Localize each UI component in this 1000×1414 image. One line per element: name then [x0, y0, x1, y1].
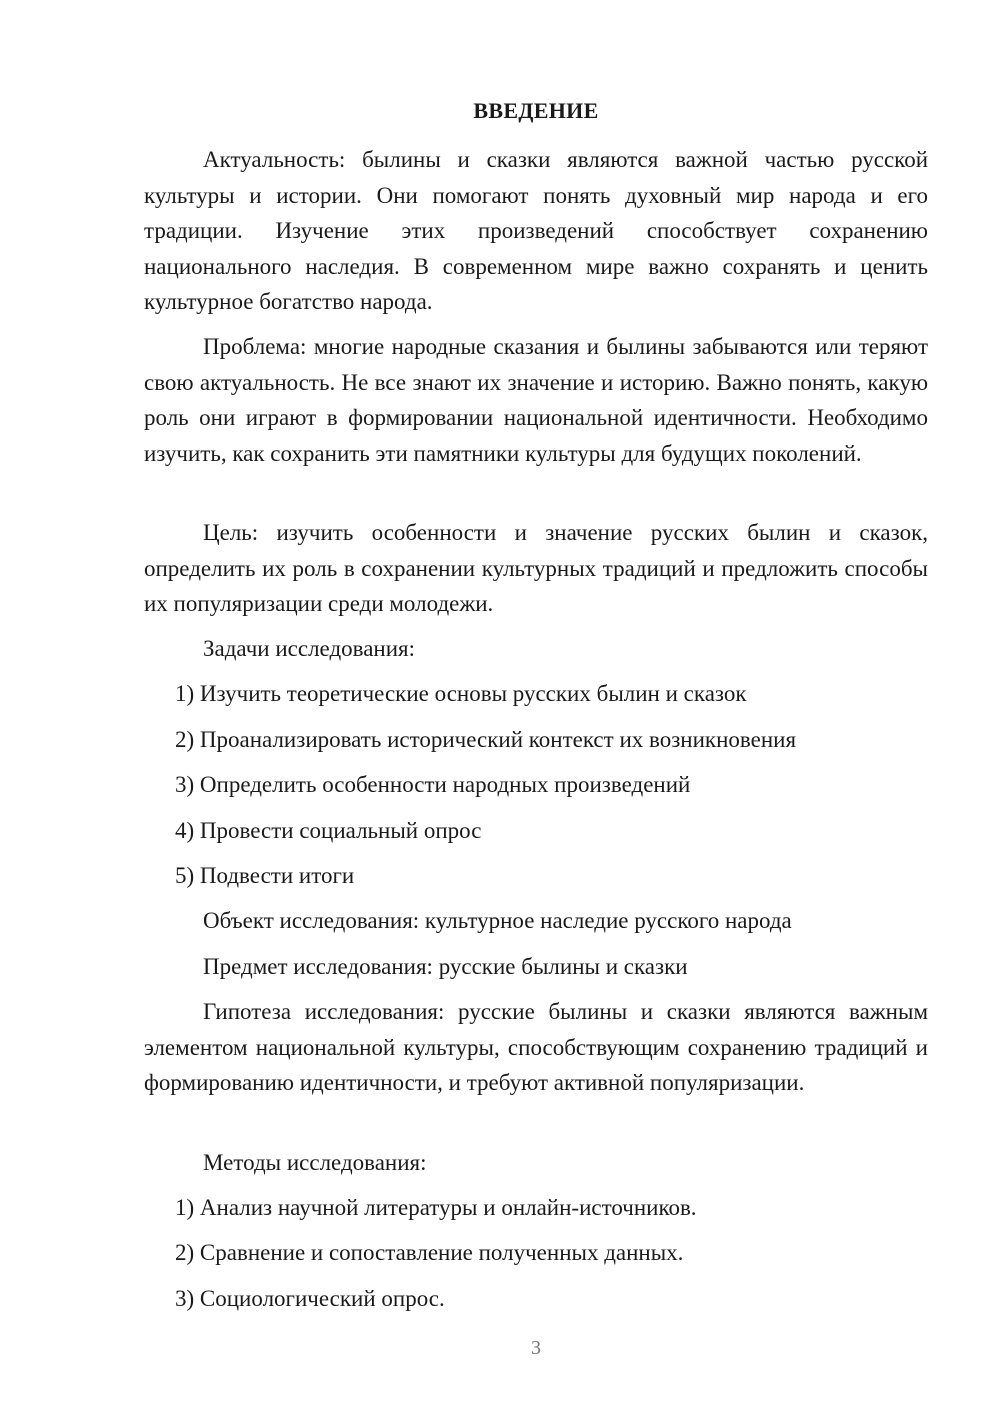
task-item-4: 4) Провести социальный опрос — [175, 818, 482, 843]
method-item-3: 3) Социологический опрос. — [175, 1286, 445, 1311]
relevance-paragraph: Актуальность: былины и сказки являются важной частью русской культуры и истории. Они помогают понять духовный мир народа и его традиции. Изучение этих произведений способствует сохранению национального наследия. В современном мире важно сохранять и ценить культурное богатство народа. — [144, 147, 928, 314]
research-subject: Предмет исследования: русские былины и сказки — [203, 954, 688, 979]
methods-heading: Методы исследования: — [203, 1150, 427, 1175]
task-item-2: 2) Проанализировать исторический контекст их возникновения — [175, 727, 797, 752]
tasks-heading: Задачи исследования: — [203, 636, 416, 661]
method-item-1: 1) Анализ научной литературы и онлайн-источников. — [175, 1195, 697, 1220]
goal-paragraph: Цель: изучить особенности и значение русских былин и сказок, определить их роль в сохранении культурных традиций и предложить способы их популяризации среди молодежи. — [144, 520, 928, 616]
document-page — [144, 0, 928, 1414]
page-number: 3 — [531, 1337, 541, 1359]
hypothesis-paragraph: Гипотеза исследования: русские былины и сказки являются важным элементом национальной культуры, способствующим сохранению традиций и формированию идентичности, и требуют активной популяризации. — [144, 999, 928, 1095]
task-item-5: 5) Подвести итоги — [175, 863, 355, 888]
task-item-3: 3) Определить особенности народных произведений — [175, 772, 691, 797]
section-title: ВВЕДЕНИЕ — [473, 98, 599, 123]
method-item-2: 2) Сравнение и сопоставление полученных данных. — [175, 1240, 684, 1265]
research-object: Объект исследования: культурное наследие русского народа — [203, 908, 792, 933]
problem-paragraph: Проблема: многие народные сказания и былины забываются или теряют свою актуальность. Не все знают их значение и историю. Важно понять, какую роль они играют в формировании национальной идентичности. Необходимо изучить, как сохранить эти памятники культуры для будущих поколений. — [144, 334, 928, 466]
task-item-1: 1) Изучить теоретические основы русских былин и сказок — [175, 681, 747, 706]
